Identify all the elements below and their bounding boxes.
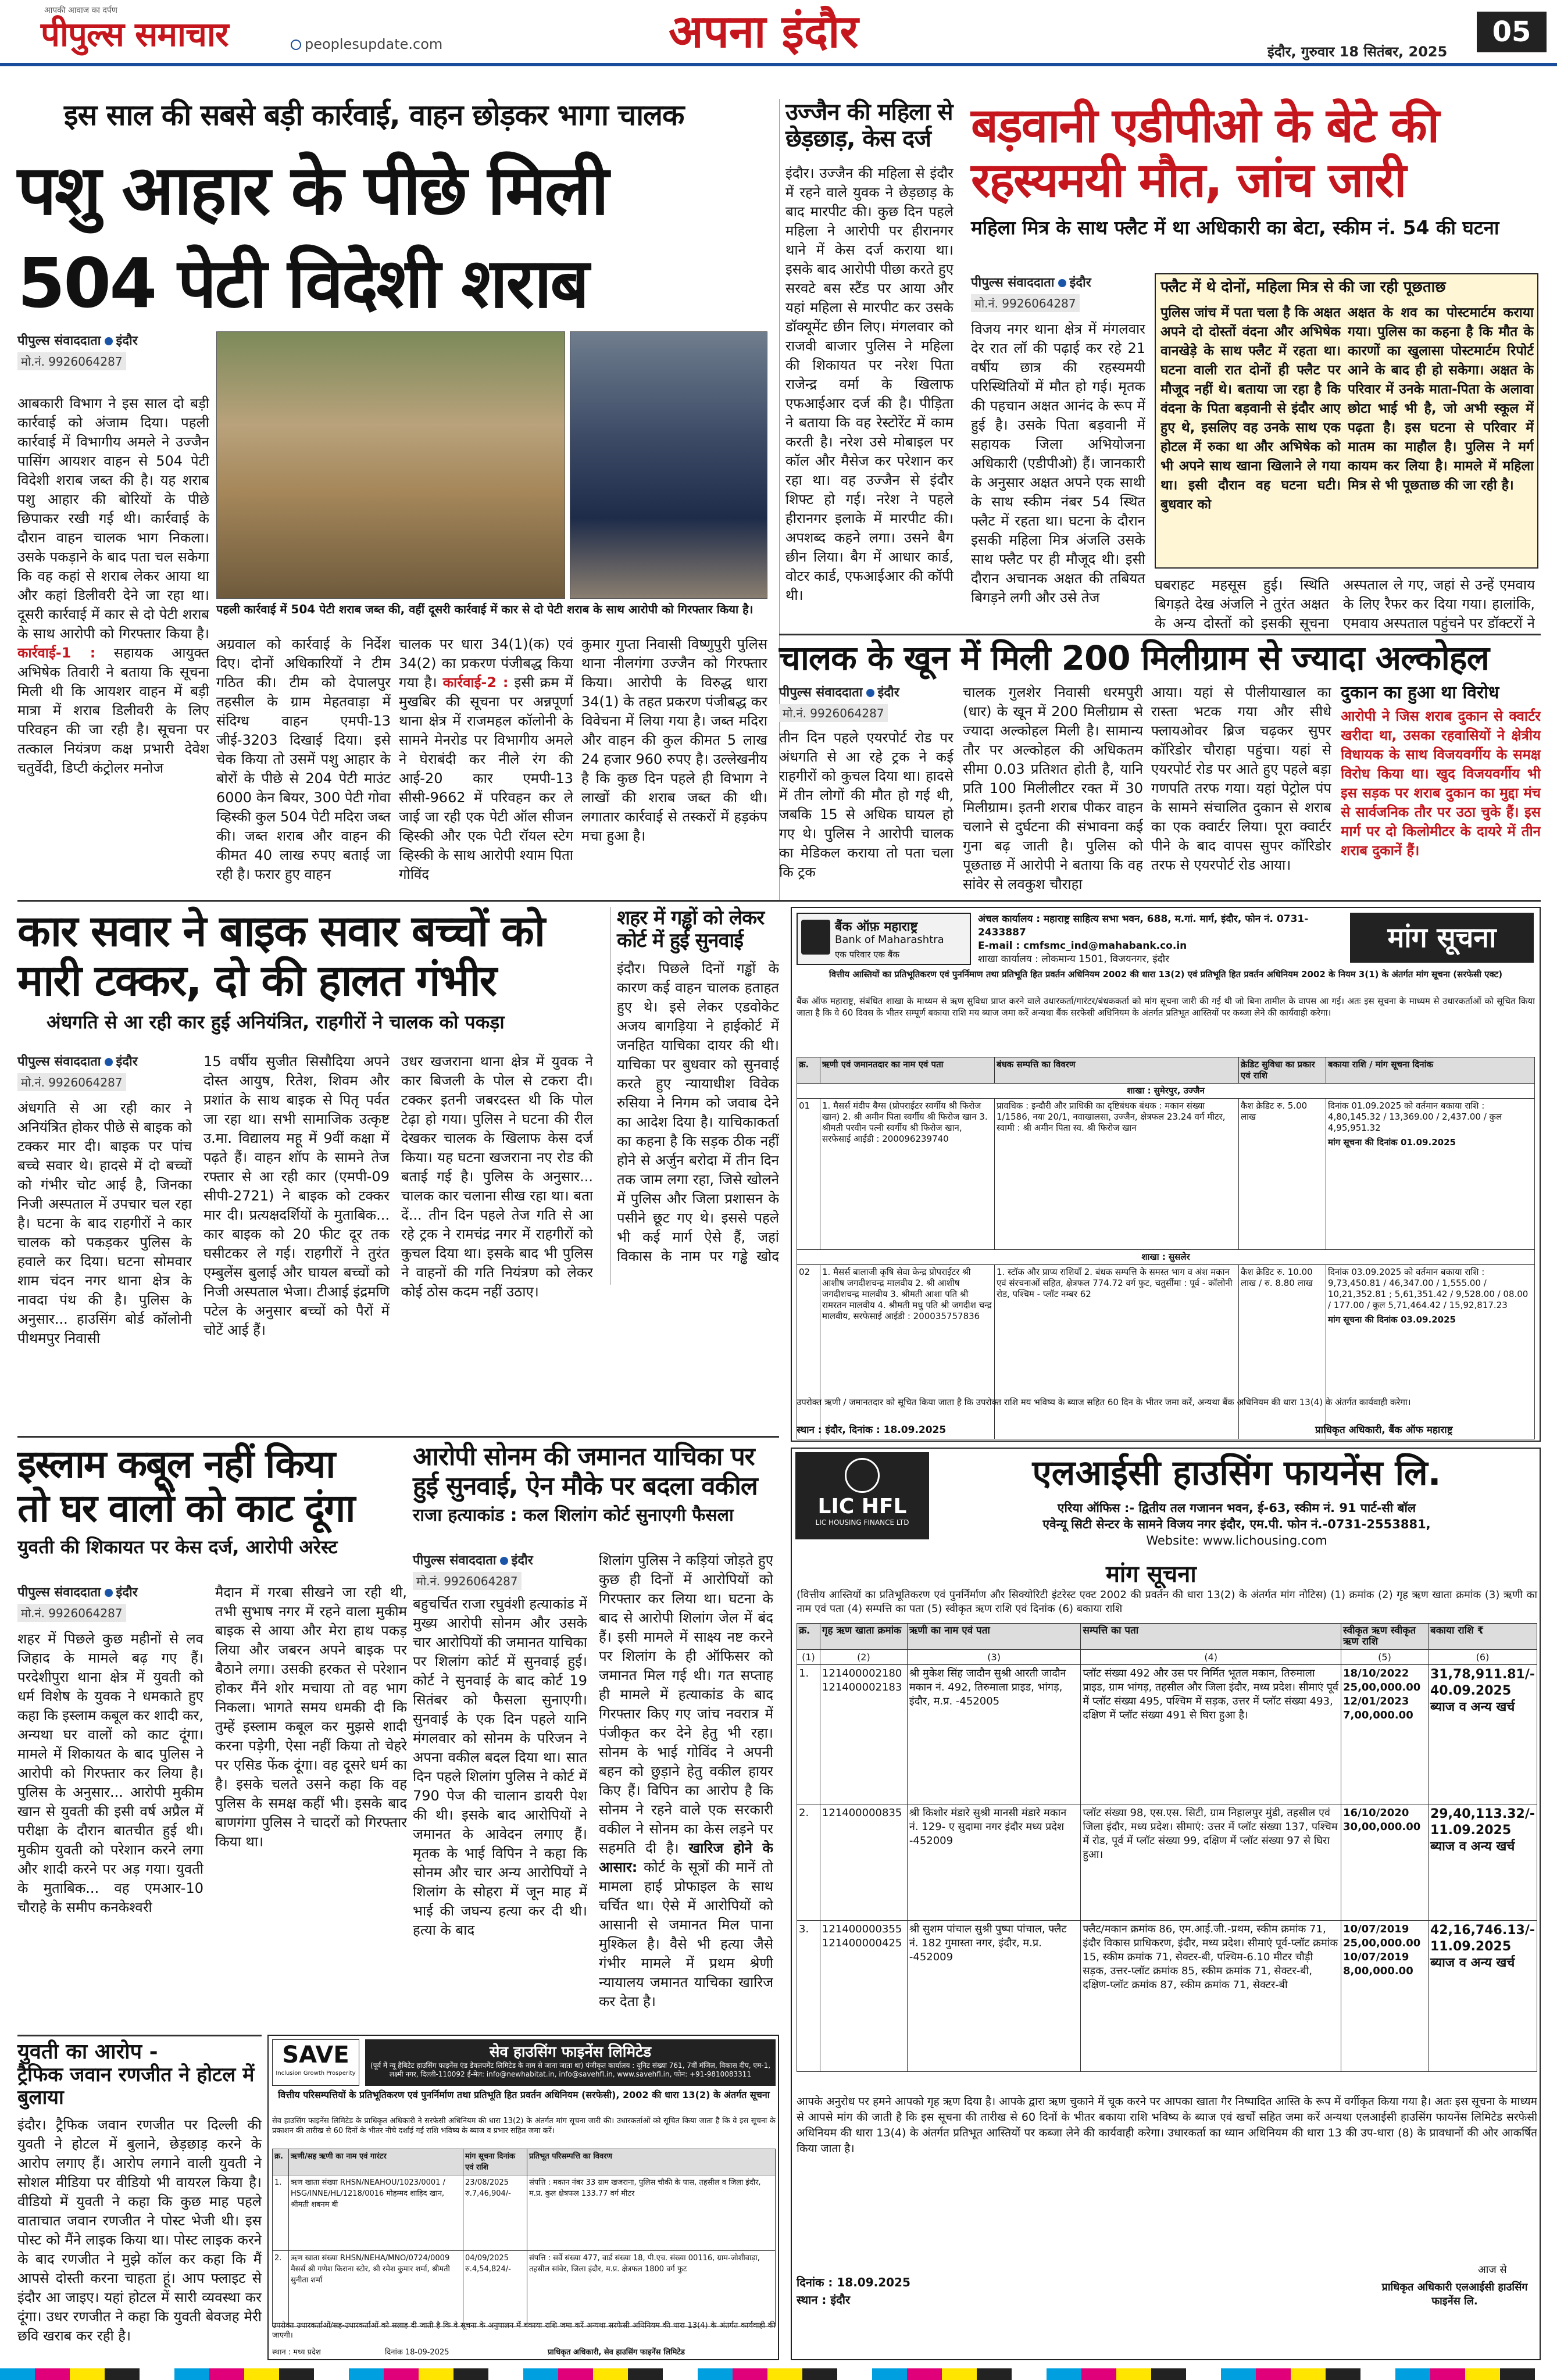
bom-office: अंचल कार्यालय : महाराष्ट्र साहित्य सभा भवन, 688, म.गां. मार्ग, इंदौर, फोन नं. 0731-2433887 E-mail : cmfsmc_ind@mahabank.co.in शाखा कार्यालय : लोकमान्य 1501, विजयनगर, इंदौर bbox=[978, 913, 1309, 965]
page-number: 05 bbox=[1477, 12, 1547, 52]
bom-table: क्र. ऋणी एवं जमानतदार का नाम एवं पता बंधक सम्पत्ति का विवरण क्रेडिट सुविधा का प्रकार एवं राशि बकाया राशि / मांग सूचना दिनांक शाखा : सुमेरपुर, उज्जैन 01 1. मैसर्स मंदीप बैग्स (प्रोपराईटर स्वर्गीय श्री फिरोज खान) 2. श्री अमीन पिता स्वर्गीय श्री फिरोज खान 3. श्रीमती परवीन पत्नी स्वर्गीय श्री फिरोज खान, सरफेसाई आईडी : 200096239740 प्रावधिक : इन्दौरी और प्राधिकी का दृष्टिबंधक बंधक : मकान संख्या 1/1586, नया 20/1, नवाखालसा, उज्जैन, क्षेत्रफल 23.24 वर्ग मीटर, स्वामी : श्री अमीन पिता स्व. श्री फिरोज खान कैश क्रेडिट रु. 5.00 लाख दिनांक 01.09.2025 को वर्तमान बकाया राशि : 4,80,145.32 / 13,369.00 / 2,437.00 / कुल 4,95,951.32 मांग सूचना की दिनांक 01.09.2025 शाखा : सुसलेर 02 1. मैसर्स बालाजी कृषि सेवा केन्द्र प्रोपराईटर श्री आशीष जगदीशचन्द्र मालवीय 2. श्री आशीष जगदीशचन्द्र मालवीय 3. श्रीमती आशा पति श्री रामरतन मालवीय 4. श्रीमती मधु पति श्री जगदीश चन्द्र मालवीय, सरफेसाई आईडी : 200035757836 1. स्टॉक और प्राप्य राशियाँ 2. बंधक सम्पत्ति के समस्त भाग व अंश मकान एवं संरचनाओं सहित, क्षेत्रफल 774.72 वर्ग फुट, चतुर्सीमा : पूर्व - कॉलोनी रोड, पश्चिम - प्लॉट नम्बर 62 कैश क्रेडिट रु. 10.00 लाख / रु. 8.80 लाख दिनांक 03.09.2025 को वर्तमान बकाया राशि : 9,73,450.81 / 46,347.00 / 1,555.00 / 10,21,352.81 ; 5,61,351.42 / 9,528.00 / 08.00 / 177.00 / कुल 5,71,464.42 / 15,92,817.23 मांग सूचना की दिनांक 03.09.2025 bbox=[797, 1057, 1535, 1439]
story-adpo bbox=[971, 99, 1541, 634]
sidebar-heading: फ्लैट में थे दोनों, महिला मित्र से की जा रही पूछताछ bbox=[1160, 278, 1446, 296]
story-traffic-jawan bbox=[17, 2035, 262, 2360]
byline: पीपुल्स संवाददाता इंदौर मो.नं. 9926064287 bbox=[413, 1551, 587, 1590]
table-row: 02 1. मैसर्स बालाजी कृषि सेवा केन्द्र प्रोपराईटर श्री आशीष जगदीशचन्द्र मालवीय 2. श्री आशीष जगदीशचन्द्र मालवीय 3. श्रीमती आशा पति श्री रामरतन मालवीय 4. श्रीमती मधु पति श्री जगदीश चन्द्र मालवीय, सरफेसाई आईडी : 200035757836 1. स्टॉक और प्राप्य राशियाँ 2. बंधक सम्पत्ति के समस्त भाग व अंश मकान एवं संरचनाओं सहित, क्षेत्रफल 774.72 वर्ग फुट, चतुर्सीमा : पूर्व - कॉलोनी रोड, पश्चिम - प्लॉट नम्बर 62 कैश क्रेडिट रु. 10.00 लाख / रु. 8.80 लाख दिनांक 03.09.2025 को वर्तमान बकाया राशि : 9,73,450.81 / 46,347.00 / 1,555.00 / 10,21,352.81 ; 5,61,351.42 / 9,528.00 / 08.00 / 177.00 / कुल 5,71,464.42 / 15,92,817.23 मांग सूचना की दिनांक 03.09.2025 bbox=[797, 1265, 1535, 1439]
lic-sign-top: आज से bbox=[1478, 2264, 1507, 2276]
website-link[interactable]: peoplesupdate.com bbox=[291, 36, 442, 52]
bom-footer: उपरोक्त ऋणी / जमानतदार को सूचित किया जाता है कि उपरोक्त राशि मय भविष्य के ब्याज सहित 60 दिन के भीतर जमा करें, अन्यथा बैंक अधिनियम की धारा 13(4) के अंतर्गत कार्यवाही करेगा। bbox=[797, 1397, 1411, 1407]
byline: पीपुल्स संवाददाता इंदौर मो.नं. 9926064287 bbox=[17, 1052, 192, 1091]
masthead-rule bbox=[0, 63, 1557, 66]
table-header-row: क्र. ऋणी एवं जमानतदार का नाम एवं पता बंधक सम्पत्ति का विवरण क्रेडिट सुविधा का प्रकार एवं राशि बकाया राशि / मांग सूचना दिनांक bbox=[797, 1057, 1535, 1084]
story-column-2: 15 वर्षीय सुजीत सिसौदिया अपने दोस्त आयुष, रितेश, शिवम और प्रशांत के साथ बाइक से पितृ पर्वत जा रहा था। सभी सामाजिक उत्कृष्ट उ.मा. विद्यालय महू में 9वीं कक्षा में पढ़ते हैं। वाहन शॉप के सामने तेज रफ्तार से आ रही कार (एमपी-09 सीपी-2721) ने बाइक को टक्कर मार दी। प्रत्यक्षदर्शियों के मुताबिक... कार बाइक को 20 फीट दूर तक घसीटकर ले गई। राहगीरों ने तुरंत एम्बुलेंस बुलाई और घायल बच्चों को निजी अस्पताल भेजा। टीआई इंद्रमणि पटेल के अनुसार बच्चों को पैरों में चोटें आई हैं। bbox=[203, 1053, 390, 1338]
bom-logo: बैंक ऑफ़ महाराष्ट्र Bank of Maharashtra एक परिवार एक बैंक bbox=[797, 913, 971, 965]
byline: पीपुल्स संवाददाता इंदौर मो.नं. 9926064287 bbox=[17, 1583, 203, 1622]
lic-emblem-icon bbox=[845, 1458, 880, 1493]
sidebar-box bbox=[1155, 273, 1538, 569]
headline-line1: पशु आहार के पीछे मिली bbox=[17, 150, 608, 230]
headline: उज्जैन की महिला से छेड़छाड़, केस दर्ज bbox=[785, 99, 953, 152]
lic-date: दिनांक : 18.09.2025 bbox=[797, 2275, 910, 2289]
table-row: 3. 121400000355 121400000425 श्री सुशम पांचाल सुश्री पुष्पा पांचाल, फ्लैट नं. 182 गुमास्ता नगर, इंदौर, म.प्र. -452009 फ्लैट/मकान क्रमांक 86, एम.आई.जी.-प्रथम, स्कीम क्रमांक 71, इंदौर विकास प्राधिकरण, इंदौर, मध्य प्रदेश। सीमाएं पूर्व-प्लॉट क्रमांक 15, स्कीम क्रमांक 71, सेक्टर-बी, पश्चिम-6.10 मीटर चौड़ी सड़क, उत्तर-प्लॉट क्रमांक 85, स्कीम क्रमांक 71, सेक्टर-बी, दक्षिण-प्लॉट क्रमांक 87, स्कीम क्रमांक 71, सेक्टर-बी 10/07/2019 25,00,000.00 10/07/2019 8,00,000.00 42,16,746.13/- 11.09.2025 ब्याज व अन्य खर्च bbox=[797, 1921, 1537, 2072]
save-place: स्थान : मध्य प्रदेश bbox=[272, 2348, 321, 2357]
story-column-2: अग्रवाल को कार्रवाई के निर्देश दिए। दोनों अधिकारियों ने टीम गठित की। टीम को देपालपुर तहसील के ग्राम मेहतवाड़ा में संदिग्ध वाहन एमपी-13 जीई-3203 दिखाई दिया। इसे चेक किया तो उसमें पशु आहार के बोरों के पीछे से 204 पेटी माउंट 6000 केन बियर, 300 पेटी गोवा व्हिस्की कुल 504 पेटी मदिरा जब्त की। जब्त शराब और वाहन की कीमत 40 लाख रुपए बताई जा रही है। फरार हुए वाहन bbox=[216, 636, 391, 882]
sidebar-body: आरोपी ने जिस शराब दुकान से क्वार्टर खरीदा था, उसका रहवासियों ने क्षेत्रीय विधायक के साथ विजयवर्गीय के समक्ष विरोध किया था। खुद विजयवर्गीय भी इस सड़क पर शराब दुकान का मुद्दा मंच से सार्वजनिक तौर पर उठा चुके हैं। इस मार्ग पर दो किलोमीटर के दायरे में तीन शराब दुकानें हैं। bbox=[1341, 707, 1541, 859]
save-header: सेव हाउसिंग फाइनेंस लिमिटेड (पूर्व में न्यू हैबिटेट हाउसिंग फाइनेंस एंड डेवलपमेंट लिमिटेड के नाम से जाना जाता था) पंजीकृत कार्यालय : यूनिट संख्या 761, 7वीं मंजिल, विकास दीप, एम-1, लक्ष्मी नगर, दिल्ली-110092 ई-मेल: info@newhabitat.in, info@savehfl.in, www.savehfl.in, फोन: +91-9810083311 bbox=[365, 2039, 776, 2086]
lic-footer: आपके अनुरोध पर हमने आपको गृह ऋण दिया है। आपके द्वारा ऋण चुकाने में चूक करने पर आपका खाता गैर निष्पादित आस्ति के रूप में वर्गीकृत किया गया है। अतः इस सूचना के माध्यम से आपसे मांग की जाती है कि इस सूचना की तारीख से 60 दिनों के भीतर बकाया राशि भविष्य के ब्याज एवं खर्चों सहित जमा करें अन्यथा एलआईसी हाउसिंग फायनेंस लिमिटेड सरफेसी अधिनियम की धारा 13(4) के अंतर्गत प्रतिभूत आस्तियों पर कब्जा लेने की कार्यवाही करेगा। उधारकर्ता का ध्यान अधिनियम की धारा 13 की उप-धारा (8) के प्रावधानों की ओर आकर्षित किया जाता है। bbox=[797, 2095, 1537, 2155]
lic-heading: एलआईसी हाउसिंग फायनेंस लि. bbox=[1032, 1453, 1441, 1493]
headline-line2: रहस्यमयी मौत, जांच जारी bbox=[971, 153, 1406, 209]
story-column-2: मैदान में गरबा सीखने जा रही थी, तभी सुभाष नगर में रहने वाला मुकीम बाइक से आया और मेरा हाथ पकड़ लिया और जबरन अपने बाइक पर बैठाने लगा। उसकी हरकत से परेशान होकर मैंने शोर मचाया तो वह भाग निकला। भागते समय धमकी दी कि तुम्हें इस्लाम कबूल कर मुझसे शादी करना पड़ेगी, ऐसा नहीं किया तो चेहरे पर एसिड फेंक दूंगा। वह दूसरे धर्म का है। इसके चलते उसने कहा कि वह पुलिस के समक्ष कहीं भी। इसके बाद बाणगंगा पुलिस ने चादरों को गिरफ्तार किया था। bbox=[215, 1584, 407, 1850]
registration-bar bbox=[0, 2368, 1557, 2380]
bom-place: स्थान : इंदौर, दिनांक : 18.09.2025 bbox=[797, 1424, 947, 1436]
table-row: 1. ऋण खाता संख्या RHSN/NEAHOU/1023/0001 / HSG/INNE/HL/1218/0016 मोहम्मद शाहिद खान, श्रीमती शबनम बी 23/08/2025 रु.7,46,904/- संपत्ति : मकान नंबर 33 ग्राम खजराना, पुलिस चौकी के पास, तहसील व जिला इंदौर, म.प्र. कुल क्षेत्रफल 133.77 वर्ग मीटर bbox=[273, 2175, 776, 2251]
headline-line1: कार सवार ने बाइक सवार बच्चों को bbox=[17, 906, 545, 956]
lic-place: स्थान : इंदौर bbox=[797, 2293, 851, 2307]
table-header-row: क्र. ऋणी/सह ऋणी का नाम एवं गारंटर मांग सूचना दिनांक एवं राशि प्रतिभूत परिसम्पत्ति का विवरण bbox=[273, 2149, 776, 2175]
lic-notice bbox=[791, 1448, 1541, 2360]
logo-tagline: आपकी आवाज का दर्पण bbox=[44, 6, 117, 15]
subhead: अंधगति से आ रही कार हुई अनियंत्रित, राहगीरों ने चालक को पकड़ा bbox=[47, 1011, 505, 1034]
bom-intro: वित्तीय आस्तियों का प्रतिभूतिकरण एवं पुनर्निमाण तथा प्रतिभूति हित प्रवर्तन अधिनियम 2002 की धारा 13(2) एवं प्रतिभूति हित प्रवर्तन अधिनियम 2002 के नियम 3(1) के अंतर्गत मांग सूचना (सरफेसी एक्ट) bbox=[829, 969, 1503, 980]
lic-title: मांग सूचना bbox=[1106, 1561, 1197, 1588]
bullet-icon bbox=[1058, 279, 1066, 287]
lic-signatory: प्राधिकृत अधिकारी एलआईसी हाउसिंग फाइनेंस लि. bbox=[1381, 2281, 1528, 2307]
story-body: इंदौर। पिछले दिनों गड्ढों के कारण कई वाहन चालक हताहत हुए थे। इसे लेकर एडवोकेट अजय बागड़िया ने हाईकोर्ट में जनहित याचिका दायर की थी। याचिका पर बुधवार को सुनवाई करते हुए न्यायाधीश विवेक रुसिया ने निगम को जवाब देने का आदेश दिया है। याचिकाकर्ता का कहना है कि सड़क ठीक नहीं होने से अर्जुन बरोदा में तीन दिन तक जाम लगा रहा, जिसे खोलने में पुलिस और जिला प्रशासन के पसीने छूट गए थे। इससे पहले भी कई मार्ग ऐसे हैं, जहां विकास के नाम पर गड्ढे खोद bbox=[617, 960, 779, 1265]
subhead: राजा हत्याकांड : कल शिलांग कोर्ट सुनाएगी फैसला bbox=[413, 1505, 734, 1526]
save-date: दिनांक 18-09-2025 bbox=[385, 2348, 449, 2357]
section-title: अपना इंदौर bbox=[669, 5, 859, 58]
story-column-3: आया। यहां से पीलीयाखाल का रास्ता भटक गया और सीधे फ्लायओवर ब्रिज चढ़कर सुपर कॉरिडोर चौराहा पहुंचा। यहां से एयरपोर्ट रोड पर आते हुए पहले बड़ा गणपति तरफ गया। यहां पेट्रोल पंप के सामने संचालित दुकान से शराब का एक क्वार्टर लिया। पूरा क्वार्टर पीने के बाद वापस सुपर कॉरिडोर तरफ से एयरपोर्ट रोड आया। bbox=[1151, 684, 1331, 873]
headline-line1: युवती का आरोप - bbox=[17, 2040, 158, 2064]
headline-line2: तो घर वालों को काट दूंगा bbox=[17, 1485, 355, 1531]
headline: चालक के खून में मिली 200 मिलीग्राम से ज्यादा अल्कोहल bbox=[779, 638, 1489, 678]
table-number-row: (1) (2) (3) (4) (5) (6) bbox=[797, 1650, 1537, 1665]
save-signatory: प्राधिकृत अधिकारी, सेव हाउसिंग फाइनेंस लिमिटेड bbox=[548, 2348, 685, 2357]
story-car-accident bbox=[17, 907, 599, 1430]
story-liquor bbox=[17, 76, 767, 895]
headline-line2: ट्रैफिक जवान रणजीत ने होटल में बुलाया bbox=[17, 2063, 255, 2110]
section-divider bbox=[17, 900, 1541, 902]
lic-logo: LIC HFL LIC HOUSING FINANCE LTD bbox=[795, 1452, 929, 1539]
story-alcohol bbox=[779, 634, 1541, 901]
kicker: इस साल की सबसे बड़ी कार्रवाई, वाहन छोड़कर भागा चालक bbox=[64, 98, 684, 132]
story-column-2: चालक गुलशेर निवासी धरमपुरी (धार) के खून में 200 मिलीग्राम से ज्यादा अल्कोहल मिली है। सामान्य तौर पर अल्कोहल की अधिकतम सीमा 0.03 प्रतिशत होती है, यानि प्रति 100 मिलीलीटर रक्त में 30 मिलीग्राम। इतनी शराब पीकर वाहन चलाने से दुर्घटना की संभावना कई गुना बढ़ जाती है। पुलिस को पूछताछ में आरोपी ने बताया कि वह सांवेर से लवकुश चौराहा bbox=[963, 684, 1143, 892]
sidebar-col-1: पुलिस जांच में पता चला है कि अक्षत अपने दो दोस्तों वंदना और अभिषेक वानखेड़े के साथ फ्लैट में रहता था। घटना वाली रात दोनों ही फ्लैट पर मौजूद नहीं थे। बताया जा रहा है कि वंदना के पिता बड़वानी से इंदौर आए हुए थे, इसलिए वह उनके साथ एक होटल में रुका था और अभिषेक को भी अपने साथ खाना खिलाने ले गया था। इसी दौरान वह घटना घटी। बुधवार को bbox=[1160, 305, 1341, 512]
headline-line1: आरोपी सोनम की जमानत याचिका पर bbox=[413, 1442, 755, 1471]
table-header-row: क्र. गृह ऋण खाता क्रमांक ऋणी का नाम एवं पता सम्पत्ति का पता स्वीकृत ऋण स्वीकृत ऋण राशि बकाया राशि ₹ bbox=[797, 1624, 1537, 1650]
story-sonam bbox=[401, 1436, 779, 2029]
bom-notice bbox=[791, 907, 1541, 1442]
lic-table bbox=[797, 1623, 1537, 2072]
bullet-icon bbox=[500, 1557, 508, 1565]
story-column-4: कुमार गुप्ता निवासी विष्णुपुरी पुलिस थाना नीलगंगा उज्जैन को गिरफ्तार किया। आरोपी के विरुद्ध धारा 34(1) के तहत प्रकरण पंजीबद्ध कर विवेचना में लिया गया है। जब्त मदिरा और वाहन की कुल कीमत 5 लाख 24 हजार 960 रुपए है। उल्लेखनीय है कि कुछ दिन पहले ही विभाग ने लाखों की शराब जब्त की थी। लगातार कार्रवाई से तस्करों में हड़कंप मचा हुआ है। bbox=[581, 636, 767, 844]
story-column-3: चालक पर धारा 34(1)(क) एवं 34(2) का प्रकरण पंजीबद्ध किया गया है। कार्रवाई-2 : इसी क्रम में मुखबिर की सूचना पर अन्नपूर्णा थाना क्षेत्र में राजमहल कॉलोनी के सामने मेनरोड पर विभागीय अमले ने घेराबंदी कर नीले रंग की आई-20 कार एमपी-13 सीसी-9662 में परिवहन कर ले जाई जा रही एक पेटी ऑल सीजन व्हिस्की और एक पेटी रॉयल स्टेग व्हिस्की के साथ आरोपी श्याम पिता गोविंद bbox=[399, 636, 573, 882]
logo-text: पीपुल्स समाचार bbox=[41, 15, 228, 54]
masthead bbox=[0, 0, 1557, 64]
dateline: इंदौर, गुरुवार 18 सितंबर, 2025 bbox=[1267, 44, 1448, 60]
table-row: 2. 121400000835 श्री किशोर मंडारे सुश्री मानसी मंडारे मकान नं. 129- ए सुदामा नगर इंदौर मध्य प्रदेश -452009 प्लॉट संख्या 98, एस.एस. सिटी, ग्राम निहालपुर मुंडी, तहसील एवं जिला इंदौर, मध्य प्रदेश। सीमाएं: उत्तर में प्लॉट संख्या 137, पश्चिम में रोड, पूर्व में प्लॉट संख्या 99, दक्षिण में प्लॉट संख्या 97 से घिरा हुआ। 16/10/2020 30,00,000.00 29,40,113.32/- 11.09.2025 ब्याज व अन्य खर्च bbox=[797, 1804, 1537, 1921]
globe-icon bbox=[291, 40, 301, 50]
save-title: वित्तीय परिसम्पत्तियों के प्रतिभूतिकरण एवं पुनर्निर्माण तथा प्रतिभूति हित प्रवर्तन अधिनियम (सरफेसी), 2002 की धारा 13(2) के अंतर्गत सूचना bbox=[278, 2089, 770, 2100]
headline-line1: इस्लाम कबूल नहीं किया bbox=[17, 1442, 335, 1486]
story-body: इंदौर। ट्रैफिक जवान रणजीत पर दिल्ली की युवती ने होटल में बुलाने, छेड़छाड़ करने के आरोप लगाए हैं। आरोप लगाने वाली युवती ने सोशल मीडिया पर वीडियो भी वायरल किया है। वीडियो में युवती ने कहा कि कुछ माह पहले वाताचात जवान रणजीत ने पोस्ट भेजी थी। इस पोस्ट को मैंने लाइक किया था। पोस्ट लाइक करने के बाद रणजीत ने मुझे कॉल कर कहा कि मैं आपसे दोस्ती करना चाहता हूं। आप फ्लाइट से इंदौर आ जाइए। यहां होटल में सारी व्यवस्था कर दूंगा। उधर रणजीत ने कहा कि युवती बेवजह मेरी छवि खराब कर रही है। bbox=[17, 2116, 262, 2344]
save-paragraph: सेव हाउसिंग फाइनेंस लिमिटेड के प्राधिकृत अधिकारी ने सरफेसी अधिनियम की धारा 13(2) के अंतर्गत मांग सूचना जारी की। उधारकर्ताओं को सूचित किया जाता है कि वे इस सूचना के प्रकाशन की तारीख से 60 दिनों के भीतर नीचे दर्शाई गई राशि भविष्य के ब्याज व प्रभार सहित जमा करें। bbox=[272, 2117, 776, 2135]
story-potholes bbox=[610, 907, 779, 1285]
story-column-1: अंधगति से आ रही कार ने अनियंत्रित होकर पीछे से बाइक को टक्कर मार दी। बाइक पर पांच बच्चे सवार थे। हादसे में दो बच्चों को गंभीर चोट आई है, जिनका निजी अस्पताल में उपचार चल रहा है। घटना के बाद राहगीरों ने कार चालक को पकड़कर पुलिस के हवाले कर दिया। घटना सोमवार शाम चंदन नगर थाना क्षेत्र के नावदा पंथ की है। पुलिस के अनुसार... हाउसिंग बोर्ड कॉलोनी पीथमपुर निवासी bbox=[17, 1100, 192, 1346]
byline: पीपुल्स संवाददाता इंदौर मो.नं. 9926064287 bbox=[17, 331, 209, 370]
save-notice bbox=[267, 2035, 779, 2360]
table-row: 01 1. मैसर्स मंदीप बैग्स (प्रोपराईटर स्वर्गीय श्री फिरोज खान) 2. श्री अमीन पिता स्वर्गीय श्री फिरोज खान 3. श्रीमती परवीन पत्नी स्वर्गीय श्री फिरोज खान, सरफेसाई आईडी : 200096239740 प्रावधिक : इन्दौरी और प्राधिकी का दृष्टिबंधक बंधक : मकान संख्या 1/1586, नया 20/1, नवाखालसा, उज्जैन, क्षेत्रफल 23.24 वर्ग मीटर, स्वामी : श्री अमीन पिता स्व. श्री फिरोज खान कैश क्रेडिट रु. 5.00 लाख दिनांक 01.09.2025 को वर्तमान बकाया राशि : 4,80,145.32 / 13,369.00 / 2,437.00 / कुल 4,95,951.32 मांग सूचना की दिनांक 01.09.2025 bbox=[797, 1099, 1535, 1250]
bullet-icon bbox=[866, 689, 874, 697]
headline-line2: 504 पेटी विदेशी शराब bbox=[17, 243, 588, 323]
save-logo: SAVE Inclusion Growth Prosperity bbox=[272, 2039, 359, 2086]
bank-logo-icon bbox=[801, 920, 830, 955]
story-column-1: शहर में पिछले कुछ महीनों से लव जिहाद के मामले बढ़ गए हैं। परदेशीपुरा थाना क्षेत्र में युवती को धर्म विशेष के युवक ने धमकाते हुए कहा कि इस्लाम कबूल कर शादी कर, अन्यथा घर वालों को काट दूंगा। मामले में शिकायत के बाद पुलिस ने आरोपी को गिरफ्तार कर लिया है। पुलिस के अनुसार... आरोपी मुकीम खान से युवती की इसी वर्ष अप्रैल में परीक्षा के दौरान बातचीत हुई थी। मुकीम युवती को परेशान करने लगा और शादी करने पर अड़ गया। युवती के मुताबिक... वह एमआर-10 चौराहे के समीप कनकेश्वरी bbox=[17, 1631, 203, 1916]
table-row: 2. ऋण खाता संख्या RHSN/NEHA/MNO/0724/0009 मैसर्स श्री गणेश किराना स्टोर, श्री रमेश कुमार शर्मा, श्रीमती सुनीता शर्मा 04/09/2025 रु.4,54,824/- संपत्ति : सर्वे संख्या 477, वार्ड संख्या 18, पी.एच. संख्या 00116, ग्राम-जोशीवाड़ा, तहसील सांवेर, जिला इंदौर, म.प्र. क्षेत्रफल 1800 वर्ग फुट bbox=[273, 2251, 776, 2327]
headline: शहर में गड्ढों को लेकर कोर्ट में हुई सुनवाई bbox=[617, 906, 765, 953]
story-column-2: शिलांग पुलिस ने कड़ियां जोड़ते हुए कुछ ही दिनों में आरोपियों को गिरफ्तार कर लिया था। घटना के बाद से आरोपी शिलांग जेल में बंद हैं। इसी मामले में साक्ष्य नष्ट करने पर शिलांग के ही ऑफिसर को जमानत मिल गई थी। गत सप्ताह ही मामले में हत्याकांड के बाद गिरफ्तार किए गए जांच नवरात्र में पंजीकृत कर देने हेतु भी रहा। सोनम के भाई गोविंद ने अपनी बहन को छुड़ाने हेतु वकील हायर किए हैं। विपिन का आरोप है कि सोनम ने रहने वाले एक सरकारी वकील ने सोनम का केस लड़ने पर सहमति दी है। खारिज होने के आसार: कोर्ट के सूत्रों की मानें तो मामला हाई प्रोफाइल के साथ चर्चित था। ऐसे में आरोपियों को आसानी से जमानत मिल पाना मुश्किल है। वैसे भी हत्या जैसे गंभीर मामले में प्रथम श्रेणी न्यायालय जमानत याचिका खारिज कर देता है। bbox=[599, 1552, 773, 2010]
bullet-icon bbox=[105, 1058, 113, 1066]
story-column-2: घबराहट महसूस हुई। स्थिति बिगड़ते देख अंजलि ने तुरंत अक्षत के अन्य दोस्तों को इसकी सूचना bbox=[1155, 577, 1329, 631]
lic-address: एरिया ऑफिस :- द्वितीय तल गजानन भवन, ई-63, स्कीम नं. 91 पार्ट-सी बॉल एवेन्यू सिटी सेन्टर के सामने विजय नगर इंदौर, एम.पी. फोन नं.-0731-2553881, Website: www.lichousing.com bbox=[1042, 1501, 1431, 1548]
photo-liquor-seizure bbox=[216, 331, 565, 599]
headline-line1: बड़वानी एडीपीओ के बेटे की bbox=[971, 98, 1438, 153]
sidebar-box bbox=[1341, 683, 1541, 897]
bom-paragraph: बैंक ऑफ महाराष्ट्र, संबंधित शाखा के माध्यम से ऋण सुविधा प्राप्त करने वाले उधारकर्ता/गारंटर/बंधककर्ता को मांग सूचना जारी की गई थी जो बिना तामील के वापस आ गई। अतः इस सूचना के माध्यम से उधारकर्ताओं को सूचित किया जाता है कि वे 60 दिवस के भीतर सम्पूर्ण बकाया राशि मय ब्याज जमा करें अन्यथा बैंक सरफेसी अधिनियम के अंतर्गत प्रतिभूत आस्तियों पर कब्जा लेने की कार्यवाही करेगा। bbox=[797, 996, 1535, 1018]
sidebar-col-2: अक्षत के शव का पोस्टमार्टम कराया गया। पुलिस का कहना है कि मौत के कारणों का खुलासा पोस्टमार्टम रिपोर्ट आने के बाद ही हो सकेगा। अक्षत के परिवार में उनके माता-पिता के अलावा छोटा भाई भी है, जो अभी स्कूल में पढ़ता है। इस घटना से परिवार में मातम का माहौल है। पुलिस ने मर्ग कायम कर लिया है। मामले में महिला मित्र से भी पूछताछ की जा रही है। bbox=[1348, 305, 1534, 493]
byline: पीपुल्स संवाददाता इंदौर मो.नं. 9926064287 bbox=[971, 273, 1145, 312]
lic-intro: (वित्तीय आस्तियों का प्रतिभूतिकरण एवं पुनर्निर्माण और सिक्योरिटी इंटरेस्ट एक्ट 2002 की प्रवर्तन की धारा 13(2) के अंतर्गत मांग नोटिस) (1) क्रमांक (2) गृह ऋण खाता क्रमांक (3) ऋणी का नाम एवं पता (4) सम्पत्ति का पता (5) स्वीकृत ऋण राशि एवं दिनांक (6) बकाया राशि bbox=[797, 1589, 1537, 1615]
sidebar-heading: दुकान का हुआ था विरोध bbox=[1341, 682, 1499, 703]
story-column-1: तीन दिन पहले एयरपोर्ट रोड पर अंधगति से आ रहे ट्रक ने कई राहगीरों को कुचल दिया था। हादसे में तीन लोगों की मौत हो गई थी, जबकि 15 से अधिक घायल हो गए थे। पुलिस ने आरोपी चालक का मेडिकल कराया तो पता चला कि ट्रक bbox=[779, 730, 954, 880]
story-column-3: उधर खजराना थाना क्षेत्र में युवक ने कार बिजली के पोल से टकरा दी। टक्कर इतनी जबरदस्त थी कि पोल टेढ़ा हो गया। पुलिस ने घटना की रील देखकर चालक के खिलाफ केस दर्ज किया। यह घटना खजराना नए रोड की बताई गई है। पुलिस के अनुसार... चालक कार चलाना सीख रहा था। बता दें... तीन दिन पहले तेज गति से आ रहे ट्रक ने रामचंद्र नगर में राहगीरों को कुचल दिया था। इसके बाद भी पुलिस ने वाहनों की गति नियंत्रण को लेकर कोई ठोस कदम नहीं उठाए। bbox=[401, 1053, 593, 1300]
subhead: युवती की शिकायत पर केस दर्ज, आरोपी अरेस्ट bbox=[17, 1535, 338, 1558]
story-column-1: आबकारी विभाग ने इस साल दो बड़ी कार्रवाई को अंजाम दिया। पहली कार्रवाई में विभागीय अमले ने उज्जैन पासिंग आयशर वाहन से 504 पेटी विदेशी शराब जब्त की है। यह शराब पशु आहार की बोरियों के पीछे छिपाकर रखी गई थी। कार्रवाई के दौरान वाहन चालक भाग निकला। उसके पकड़ाने के बाद पता चल सकेगा कि वह कहां से शराब लेकर आया था और कहां डिलीवरी देने जा रहा था। दूसरी कार्रवाई में कार से दो पेटी शराब के साथ आरोपी को गिरफ्तार किया है। कार्रवाई-1 : सहायक आयुक्त अभिषेक तिवारी ने बताया कि सूचना मिली थी कि आयशर वाहन में बड़ी मात्रा में शराब डिलीवरी के लिए परिवहन की जा रही है। सूचना पर तत्काल नियंत्रण कक्ष प्रभारी देवेश चतुर्वेदी, डिप्टी कंट्रोलर मनोज bbox=[17, 395, 209, 776]
bom-signatory: प्राधिकृत अधिकारी, बैंक ऑफ महाराष्ट्र bbox=[1315, 1424, 1453, 1436]
headline-line2: मारी टक्कर, दो की हालत गंभीर bbox=[17, 956, 496, 1006]
story-column-1: विजय नगर थाना क्षेत्र में मंगलवार देर रात लॉ की पढ़ाई कर रहे 21 वर्षीय छात्र की रहस्यमयी परिस्थितियों में मौत हो गई। मृतक की पहचान अक्षत आनंद के रूप में हुई है। उसके पिता बड़वानी में सहायक जिला अभियोजना अधिकारी (एडीपीओ) हैं। जानकारी के अनुसार अक्षत अपने एक साथी के साथ स्कीम नंबर 54 स्थित फ्लैट में रहता था। घटना के दौरान इसकी महिला मित्र अंजलि उसके साथ फ्लैट पर ही मौजूद थी। इसी दौरान अचानक अक्षत की तबियत बिगड़ने लगी और उसे तेज bbox=[971, 321, 1145, 606]
byline: पीपुल्स संवाददाता इंदौर मो.नं. 9926064287 bbox=[779, 683, 954, 722]
bullet-icon bbox=[105, 337, 113, 345]
masthead-logo bbox=[41, 5, 285, 60]
photo-caption: पहली कार्रवाई में 504 पेटी शराब जब्त की, वहीं दूसरी कार्रवाई में कार से दो पेटी शराब के साथ आरोपी को गिरफ्तार किया है। bbox=[216, 602, 753, 616]
headline-line2: हुई सुनवाई, ऐन मौके पर बदला वकील bbox=[413, 1471, 758, 1501]
story-column-3: अस्पताल ले गए, जहां से उन्हें एमवाय के लिए रैफर कर दिया गया। हालांकि, एमवाय अस्पताल पहुंचने पर डॉक्टरों ने bbox=[1343, 577, 1535, 631]
save-footer: उपरोक्त उधारकर्ताओं/सह-उधारकर्ताओं को सलाह दी जाती है कि वे सूचना के अनुपालन में बकाया राशि जमा करें अन्यथा सरफेसी अधिनियम की धारा 13(4) के अंतर्गत कार्यवाही की जाएगी। bbox=[272, 2321, 776, 2340]
bullet-icon bbox=[105, 1589, 113, 1597]
story-column-1: बहुचर्चित राजा रघुवंशी हत्याकांड में मुख्य आरोपी सोनम और उसके चार आरोपियों की जमानत याचिका पर शिलांग कोर्ट में सुनवाई हुई। कोर्ट ने सुनवाई के बाद कोर्ट 19 सितंबर को फैसला सुनाएगी। सुनवाई के एक दिन पहले यानि मंगलवार को सोनम के परिजन ने अपना वकील बदल दिया था। सात दिन पहले शिलांग पुलिस ने कोर्ट में 790 पेज की चालान डायरी पेश की थी। इसके बाद आरोपियों ने जमानत के आवेदन लगाए हैं। मृतक के भाई विपिन ने कहा कि सोनम और चार अन्य आरोपियों ने शिलांग के सोहरा में जून माह में भाई की जघन्य हत्या कर दी थी। हत्या के बाद bbox=[413, 1596, 587, 1938]
save-table bbox=[272, 2149, 776, 2327]
subhead: महिला मित्र के साथ फ्लैट में था अधिकारी का बेटा, स्कीम नं. 54 की घटना bbox=[971, 216, 1499, 239]
story-threat bbox=[17, 1436, 413, 2029]
story-body: इंदौर। उज्जैन की महिला से इंदौर में रहने वाले युवक ने छेड़छाड़ के बाद मारपीट की। कुछ दिन पहले महिला ने आरोपी पर हीरानगर थाने में केस दर्ज कराया था। इसके बाद आरोपी पीछा करते हुए सरवटे बस स्टैंड पर आया और यहां महिला से मारपीट कर उसके डॉक्यूमेंट छीन लिए। मंगलवार को राजवी बाजार पुलिस ने महिला की शिकायत पर नरेश पिता राजेन्द्र वर्मा के खिलाफ एफआईआर दर्ज की है। पीड़िता ने बताया कि वह रेस्टोरेंट में काम करती है। नरेश उसे मोबाइल पर कॉल और मैसेज कर परेशान कर रहा था। वह उज्जैन से इंदौर शिफ्ट हो गई। नरेश ने पहले हीरानगर इलाके में मारपीट की। अपशब्द कहने लगा। उसने बैग छीन लिया। बैग में आधार कार्ड, वोटर कार्ड, एफआईआर की कॉपी थी। bbox=[785, 165, 954, 603]
photo-car-seizure bbox=[570, 331, 767, 599]
bom-title: मांग सूचना bbox=[1350, 913, 1534, 963]
table-row: 1. 121400002180 121400002183 श्री मुकेश सिंह जादौन सुश्री आरती जादौन मकान नं. 492, तिरुमाला प्राइड, भांगड़, इंदौर, म.प्र. -452005 प्लॉट संख्या 492 और उस पर निर्मित भूतल मकान, तिरुमाला प्राइड, ग्राम भांगड़, तहसील और जिला इंदौर, मध्य प्रदेश। सीमाएं पूर्व में प्लॉट संख्या 495, पश्चिम में सड़क, उत्तर में प्लॉट संख्या 493, दक्षिण में प्लॉट संख्या 491 से घिरा हुआ है। 18/10/2022 25,00,000.00 12/01/2023 7,00,000.00 31,78,911.81/- 40.09.2025 ब्याज व अन्य खर्च bbox=[797, 1665, 1537, 1804]
